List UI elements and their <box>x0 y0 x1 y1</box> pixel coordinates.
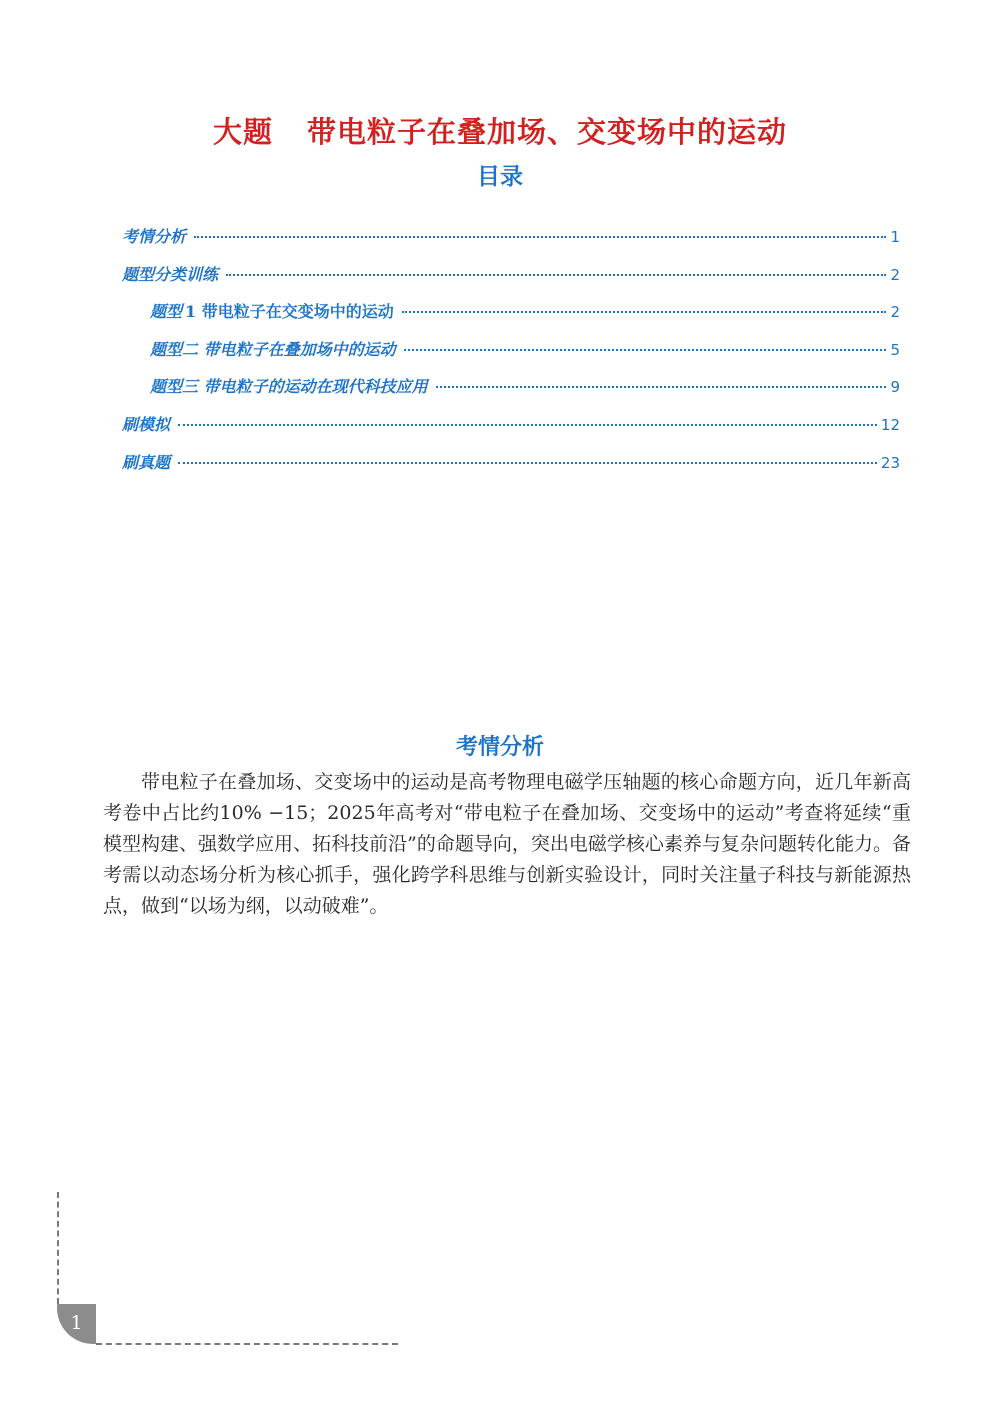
toc-heading: 目录 <box>477 164 523 190</box>
page-corner-dashed-horizontal <box>96 1343 398 1345</box>
toc-item-page: 5 <box>890 340 900 359</box>
toc-item-page: 2 <box>890 303 900 322</box>
page-number-tab: 1 <box>57 1304 96 1344</box>
title-main: 带电粒子在叠加场、交变场中的运动 <box>307 115 788 149</box>
toc-item-label: 刷真题 <box>122 452 171 472</box>
page-corner-dashed-vertical <box>57 1192 59 1304</box>
toc-leader-dots <box>436 386 887 388</box>
toc-leader-dots <box>402 311 887 313</box>
toc-item-mock-practice[interactable] <box>122 412 900 450</box>
toc-leader-dots <box>194 236 886 238</box>
toc-leader-dots <box>404 349 887 351</box>
title-prefix: 大题 <box>212 115 273 149</box>
toc-leader-dots <box>226 274 886 276</box>
toc-item-type-2[interactable] <box>122 337 900 375</box>
page-title <box>0 110 1000 151</box>
toc-item-type-1[interactable] <box>122 299 900 337</box>
toc-item-label <box>150 299 394 322</box>
toc-item-page: 1 <box>890 228 900 246</box>
toc-item-real-exams[interactable] <box>122 450 900 488</box>
toc-item-page: 9 <box>890 378 900 397</box>
toc-item-label-number: 1 带电粒子在交变场中的运动 <box>185 302 394 322</box>
toc-item-label: 题型三 带电粒子的运动在现代科技应用 <box>150 377 428 397</box>
toc-leader-dots <box>178 462 877 464</box>
toc-item-label: 题型二 带电粒子在叠加场中的运动 <box>150 339 396 359</box>
toc-item-label-text: 题型 <box>150 302 183 322</box>
toc-item-exam-analysis[interactable] <box>122 224 900 262</box>
toc-item-type-3[interactable] <box>122 374 900 412</box>
toc-item-label: 刷模拟 <box>122 414 171 434</box>
toc-leader-dots <box>178 424 877 426</box>
toc-item-question-types[interactable] <box>122 262 900 300</box>
analysis-paragraph: 带电粒子在叠加场、交变场中的运动是高考物理电磁学压轴题的核心命题方向，近几年新高考卷中占比约10% −15；2025年高考对“带电粒子在叠加场、交变场中的运动”考查将延续“重模型构建、强数学应用、拓科技前沿”的命题导向，突出电磁学核心素养与复杂问题转化能力。备考需以动态场分析为核心抓手，强化跨学科思维与创新实验设计，同时关注量子科技与新能源热点，做到“以场为纲，以动破难”。 <box>103 771 911 917</box>
table-of-contents <box>122 224 900 487</box>
toc-item-page: 12 <box>880 415 900 434</box>
toc-item-page: 23 <box>880 453 900 472</box>
analysis-heading: 考情分析 <box>455 735 544 760</box>
toc-item-label: 考情分析 <box>122 227 187 246</box>
toc-item-label: 题型分类训练 <box>122 264 219 284</box>
toc-item-page: 2 <box>890 265 900 284</box>
